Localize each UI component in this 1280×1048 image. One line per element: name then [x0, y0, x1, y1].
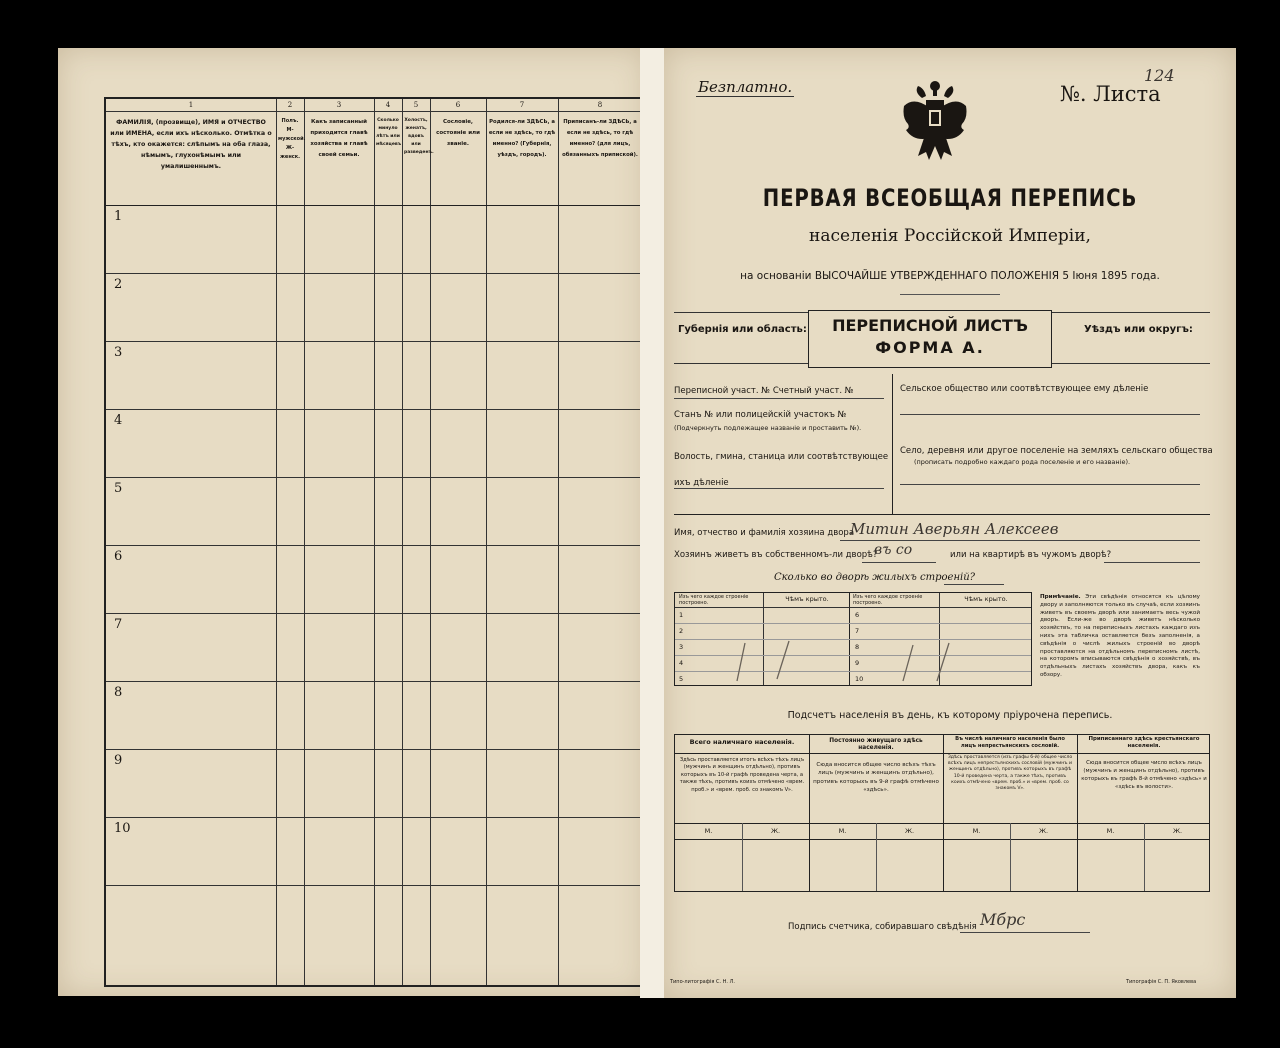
row-number: 7 [114, 617, 123, 632]
free-label: Безплатно. [698, 78, 793, 96]
village-field: Село, деревня или другое поселеніе на земляхъ сельскаго общества [900, 446, 1213, 456]
bt-head-roof: Чѣмъ крыто. [785, 595, 829, 603]
lives-own-label: Хозяинъ живетъ въ собственномъ-ли дворѣ? [674, 550, 878, 560]
village-note: (прописать подробно каждаго рода поселеніе и его названіе). [914, 458, 1131, 466]
form-title: ПЕРЕПИСНОЙ ЛИСТЪ [832, 316, 1028, 335]
signature-label: Подпись счетчика, собиравшаго свѣдѣнія [788, 922, 977, 932]
stan-note: (Подчеркнуть подлежащее названіе и проставить №). [674, 424, 862, 432]
row-number: 2 [114, 277, 123, 292]
bt-head-roof: Чѣмъ крыто. [964, 595, 1008, 603]
signature-handwritten: Мбрс [980, 910, 1026, 929]
printer-right: Типографія С. П. Яковлева [1126, 979, 1197, 985]
row-number: 1 [114, 209, 123, 224]
bt-row: 3 [679, 643, 684, 651]
form-subtitle: ФОРМА А. [875, 338, 985, 357]
count-body-total: Здѣсь проставляется итогъ всѣхъ тѣхъ лицъ (мужчинъ и женщинъ отдѣльно), противъ которыхъ въ 10-й графѣ проведена черта, а также тѣхъ, противъ коихъ отмѣчено «врем. проб.» и «врем. проб. со знакомъ V». [679, 757, 805, 793]
row-divider [106, 341, 640, 342]
col-male: М. [1106, 827, 1115, 835]
bt-row: 8 [855, 643, 860, 651]
province-label: Губернія или область: [678, 324, 807, 335]
bt-row: 6 [855, 611, 860, 619]
count-head-resident: Постоянно живущаго здѣсь населенія. [829, 738, 923, 751]
column-number: 7 [519, 101, 525, 109]
row-divider [106, 477, 640, 478]
column-number: 5 [413, 101, 419, 109]
col-female: Ж. [1172, 827, 1183, 835]
header-age: Сколько минуло лѣтъ или мѣсяцевъ [376, 118, 402, 147]
row-divider [106, 681, 640, 682]
col-female: Ж. [770, 827, 781, 835]
census-subtitle: населенія Россійской Имперіи, [809, 226, 1091, 246]
left-page [58, 48, 646, 996]
count-head-nonpeasant: Въ числѣ наличнаго населенія было лицъ непрестьянскихъ сословій. [955, 736, 1065, 749]
lives-own-handwritten: въ со [874, 542, 913, 558]
district-label: Уѣздъ или округъ: [1084, 324, 1193, 335]
count-table [674, 734, 1210, 892]
buildings-note [1040, 594, 1200, 680]
header-relation: Какъ записанный приходится главѣ хозяйства и главѣ своей семьи. [310, 119, 368, 158]
bt-row: 7 [855, 627, 860, 635]
population-table [104, 97, 642, 987]
owner-label: Имя, отчество и фамилія хозяина двора [674, 528, 855, 538]
owner-handwritten: Митин Аверьян Алексеев [850, 520, 1059, 538]
header-registered: Приписанъ-ли ЗДѢСЬ, а если не здѣсь, то гдѣ именно? (для лицъ, обязанныхъ припиской). [562, 119, 638, 158]
column-number: 1 [188, 101, 194, 109]
header-name: ФАМИЛІЯ, (прозвище), ИМЯ и ОТЧЕСТВО или ИМЕНА, если ихъ нѣсколько. Отмѣтка о тѣхъ, кто окажется: слѣпымъ на оба глаза, нѣмымъ, глухонѣмымъ или умалишеннымъ. [110, 119, 272, 170]
row-divider [106, 613, 640, 614]
col-female: Ж. [904, 827, 915, 835]
col-male: М. [838, 827, 847, 835]
bt-head-material: Изъ чего каждое строеніе построено. [853, 594, 923, 606]
lives-rented-label: или на квартирѣ въ чужомъ дворѣ? [950, 550, 1112, 560]
row-divider [106, 545, 640, 546]
row-number: 4 [114, 413, 123, 428]
row-number: 5 [114, 481, 123, 496]
count-body-nonpeasant: Здѣсь проставляется (изъ графы 6-й) общее число всѣхъ лицъ непрестьянскихъ сословій (мужчинъ и женщинъ отдѣльно), противъ которыхъ въ графѣ 10-й проведена черта, а также тѣхъ, противъ коихъ отмѣчено «врем. проб.» и «врем. проб. со знакомъ V». [947, 755, 1073, 792]
buildings-label: Сколько во дворѣ жилыхъ строеній? [774, 572, 976, 583]
precinct-field: Переписной участ. № Счетный участ. № [674, 386, 854, 396]
note-title: Примѣчаніе. [1040, 594, 1081, 600]
count-body-peasant: Сюда вносится общее число всѣхъ лицъ (мужчинъ и женщинъ отдѣльно), противъ которыхъ въ графѣ 8-й отмѣчено «здѣсь» и «здѣсь въ волости». [1081, 760, 1207, 790]
row-divider [106, 273, 640, 274]
bt-row: 5 [679, 675, 684, 683]
census-basis: на основаніи ВЫСОЧАЙШЕ УТВЕРЖДЕННАГО ПОЛОЖЕНІЯ 5 Іюня 1895 года. [740, 270, 1160, 282]
community-field: Сельское общество или соотвѣтствующее ему дѣленіе [900, 384, 1149, 394]
count-title: Подсчетъ населенія въ день, къ которому пріурочена перепись. [787, 710, 1113, 721]
count-head-total: Всего наличнаго населенія. [689, 738, 795, 746]
census-title: ПЕРВАЯ ВСЕОБЩАЯ ПЕРЕПИСЬ [762, 184, 1138, 212]
col-female: Ж. [1038, 827, 1049, 835]
bt-row: 10 [855, 675, 864, 683]
note-text: Эти свѣдѣнія относятся къ цѣлому двору и заполняются только въ случаѣ, если хозяинъ живетъ въ своемъ дворѣ или занимаетъ весь чужой дворъ. Если-же во дворѣ живетъ нѣсколько хозяйствъ, то на переписныхъ листахъ каждаго изъ нихъ эта табличка оставляется безъ заполненія, а свѣдѣнія о числѣ жилыхъ строеній во дворѣ проставляются на отдѣльномъ переписномъ листѣ, на которомъ вписываются свѣдѣнія о хозяйствѣ, въ отдѣльныхъ листахъ хозяйствъ двора, какъ къ обзору. [1040, 594, 1200, 678]
row-number: 9 [114, 753, 123, 768]
volost-field: Волость, гмина, станица или соотвѣтствующее [674, 452, 889, 462]
row-number: 8 [114, 685, 123, 700]
count-body-resident: Сюда вносится общее число всѣхъ тѣхъ лицъ (мужчинъ и женщинъ отдѣльно), противъ которыхъ въ 9-й графѣ отмѣчено «здѣсь». [813, 762, 939, 794]
right-page [664, 48, 1236, 998]
column-number: 3 [336, 101, 342, 109]
column-number: 4 [385, 101, 391, 109]
header-marital: Холостъ, женатъ, вдовъ или разведенъ. [404, 118, 434, 155]
column-number: 8 [597, 101, 603, 109]
bt-row: 9 [855, 659, 860, 667]
sheet-number-label: №. Листа [1060, 82, 1161, 106]
bt-row: 2 [679, 627, 684, 635]
sheet-number-handwritten: 124 [1144, 66, 1175, 85]
imperial-eagle-icon [900, 80, 970, 162]
bt-row: 4 [679, 659, 684, 667]
col-male: М. [704, 827, 713, 835]
column-number: 6 [455, 101, 461, 109]
buildings-table [674, 592, 1032, 686]
row-divider [106, 885, 640, 886]
row-number: 3 [114, 345, 123, 360]
row-divider [106, 409, 640, 410]
bt-row: 1 [679, 611, 684, 619]
row-divider [106, 749, 640, 750]
row-number: 6 [114, 549, 123, 564]
header-sex: Полъ. М-мужской. Ж-женск. [278, 118, 306, 160]
col-male: М. [972, 827, 981, 835]
row-number: 10 [114, 821, 131, 836]
column-number: 2 [287, 101, 293, 109]
pencil-marks [715, 633, 1015, 683]
header-estate: Сословіе, состояніе или званіе. [436, 119, 480, 147]
bt-head-material: Изъ чего каждое строеніе построено. [679, 594, 749, 606]
stan-field: Станъ № или полицейскій участокъ № [674, 410, 847, 420]
count-head-peasant: Приписаннаго здѣсь крестьянскаго населенія. [1088, 736, 1200, 749]
printer-left: Типо-литографія С. Н. Л. [670, 979, 735, 985]
row-divider [106, 817, 640, 818]
volost-division: ихъ дѣленіе [674, 478, 729, 488]
header-birthplace: Родился-ли ЗДѢСЬ, а если не здѣсь, то гдѣ именно? (Губернія, уѣздъ, городъ). [488, 119, 556, 158]
